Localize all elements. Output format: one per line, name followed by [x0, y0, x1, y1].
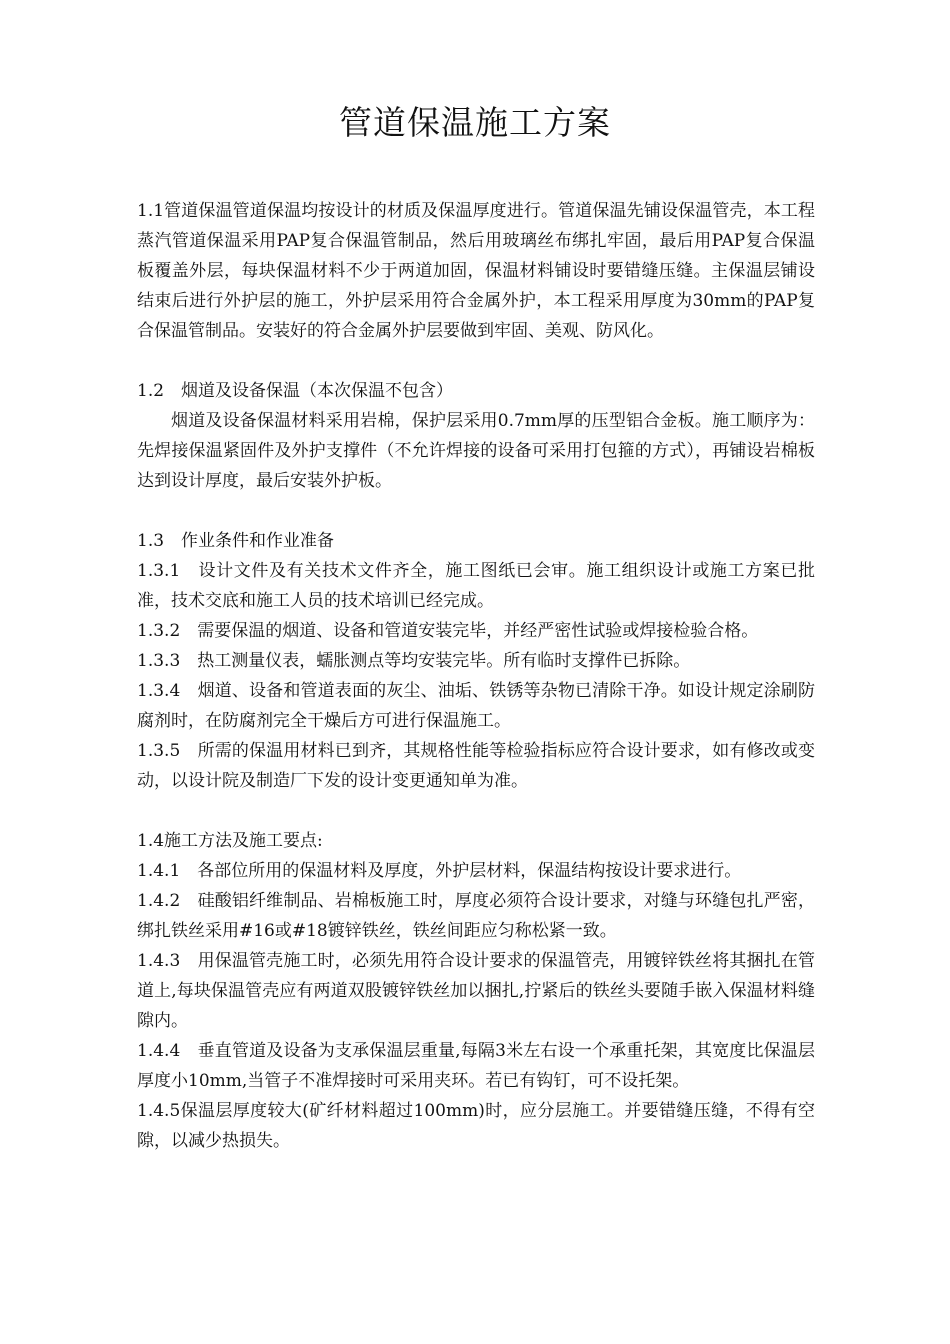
- paragraph-1-4-1: 1.4.1 各部位所用的保温材料及厚度，外护层材料，保温结构按设计要求进行。: [137, 861, 742, 881]
- paragraph-1-2: 烟道及设备保温材料采用岩棉，保护层采用0.7mm厚的压型铝合金板。施工顺序为：先焊接保温紧固件及外护支撑件（不允许焊接的设备可采用打包箍的方式），再铺设岩棉板达到设计厚度，最后安装外护板。: [137, 411, 815, 491]
- paragraph-1-3-5: 1.3.5 所需的保温用材料已到齐，其规格性能等检验指标应符合设计要求，如有修改或变动，以设计院及制造厂下发的设计变更通知单为准。: [137, 741, 815, 791]
- heading-1-2: 1.2 烟道及设备保温（本次保温不包含）: [137, 381, 454, 401]
- paragraph-1-3-2: 1.3.2 需要保温的烟道、设备和管道安装完毕，并经严密性试验或焊接检验合格。: [137, 621, 759, 641]
- paragraph-1-4-5: 1.4.5保温层厚度较大(矿纤材料超过100mm)时，应分层施工。并要错缝压缝，不得有空隙，以减少热损失。: [137, 1101, 815, 1151]
- paragraph-1-3-1: 1.3.1 设计文件及有关技术文件齐全，施工图纸已会审。施工组织设计或施工方案已批准，技术交底和施工人员的技术培训已经完成。: [137, 561, 815, 611]
- section-gap: [137, 346, 815, 376]
- section-gap: [137, 796, 815, 826]
- section-gap: [137, 496, 815, 526]
- paragraph-1-3-3: 1.3.3 热工测量仪表，蠕胀测点等均安装完毕。所有临时支撑件已拆除。: [137, 651, 691, 671]
- paragraph-1-4-3: 1.4.3 用保温管壳施工时，必须先用符合设计要求的保温管壳，用镀锌铁丝将其捆扎在管道上,每块保温管壳应有两道双股镀锌铁丝加以捆扎,拧紧后的铁丝头要随手嵌入保温材料缝隙内。: [137, 951, 815, 1031]
- document-body: [137, 196, 815, 1156]
- paragraph-1-3-4: 1.3.4 烟道、设备和管道表面的灰尘、油垢、铁锈等杂物已清除干净。如设计规定涂刷防腐剂时，在防腐剂完全干燥后方可进行保温施工。: [137, 681, 815, 731]
- paragraph-1-4-4: 1.4.4 垂直管道及设备为支承保温层重量,每隔3米左右设一个承重托架，其宽度比保温层厚度小10mm,当管子不准焊接时可采用夹环。若已有钩钉，可不设托架。: [137, 1041, 815, 1091]
- heading-1-3: 1.3 作业条件和作业准备: [137, 531, 335, 551]
- document-title: 管道保温施工方案: [339, 103, 611, 142]
- paragraph-1-4-2: 1.4.2 硅酸铝纤维制品、岩棉板施工时，厚度必须符合设计要求，对缝与环缝包扎严密，绑扎铁丝采用#16或#18镀锌铁丝，铁丝间距应匀称松紧一致。: [137, 891, 815, 941]
- paragraph-1-1: 1.1管道保温管道保温均按设计的材质及保温厚度进行。管道保温先铺设保温管壳，本工程蒸汽管道保温采用PAP复合保温管制品，然后用玻璃丝布绑扎牢固，最后用PAP复合保温板覆盖外层，每块保温材料不少于两道加固，保温材料铺设时要错缝压缝。主保温层铺设结束后进行外护层的施工，外护层采用符合金属外护，本工程采用厚度为30mm的PAP复合保温管制品。安装好的符合金属外护层要做到牢固、美观、防风化。: [137, 201, 815, 341]
- heading-1-4: 1.4施工方法及施工要点:: [137, 831, 323, 851]
